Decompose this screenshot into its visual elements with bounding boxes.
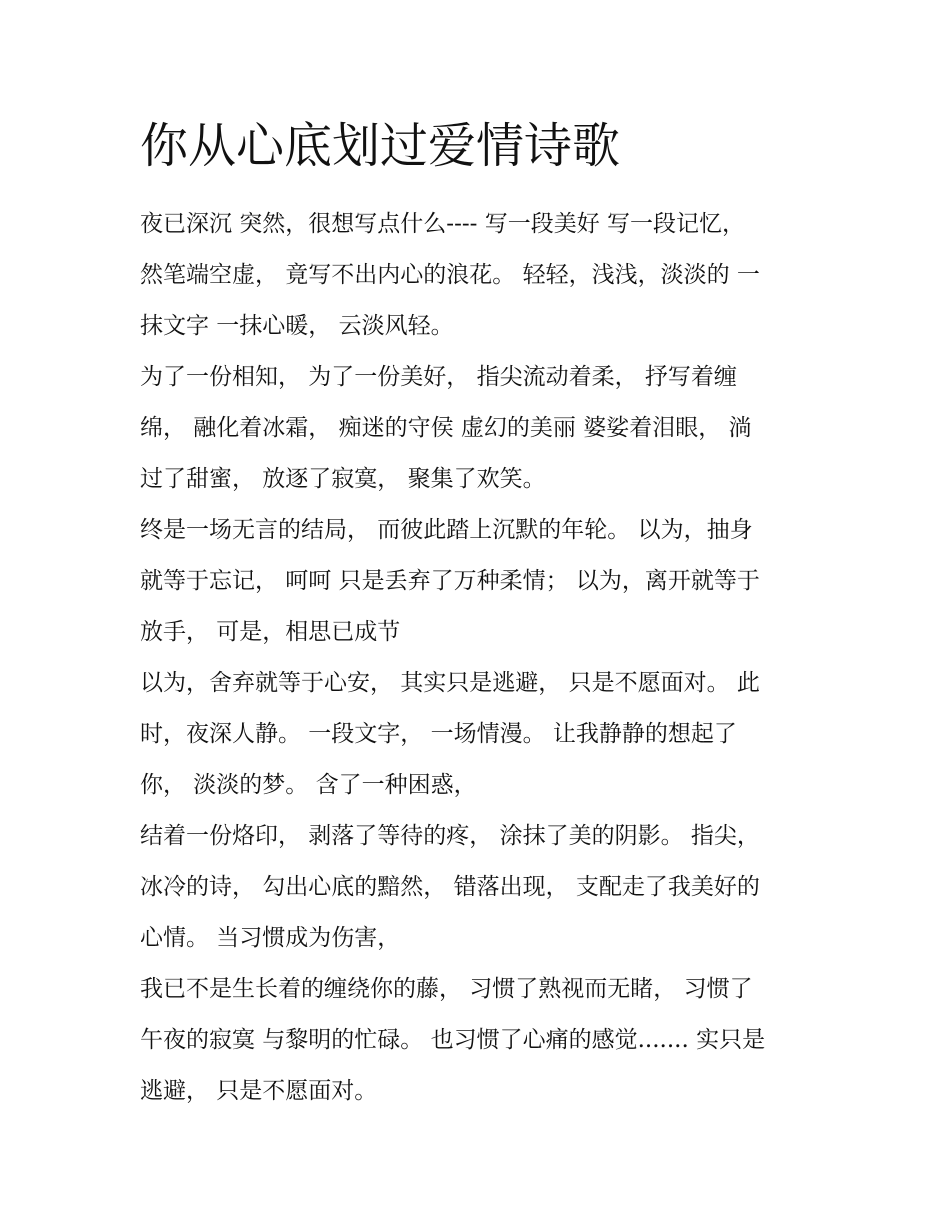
paragraph-line: 我已不是生长着的缠绕你的藤， 习惯了熟视而无睹， 习惯了 xyxy=(140,976,753,1002)
paragraph-line: 冰冷的诗， 勾出心底的黯然， 错落出现， 支配走了我美好的 xyxy=(140,874,760,900)
paragraph-line: 时，夜深人静。 一段文字， 一场情漫。 让我静静的想起了 xyxy=(140,721,737,747)
paragraph xyxy=(140,505,820,658)
paragraph xyxy=(140,964,820,1117)
paragraph-line: 然笔端空虚， 竟写不出内心的浪花。 轻轻，浅浅，淡淡的 一 xyxy=(140,262,760,288)
paragraph-line: 终是一场无言的结局， 而彼此踏上沉默的年轮。 以为，抽身 xyxy=(140,517,753,543)
paragraph-line: 结着一份烙印， 剥落了等待的疼， 涂抹了美的阴影。 指尖， xyxy=(140,823,760,849)
paragraph-line: 过了甜蜜， 放逐了寂寞， 聚集了欢笑。 xyxy=(140,466,546,492)
paragraph-line: 逃避， 只是不愿面对。 xyxy=(140,1078,378,1104)
paragraph xyxy=(140,352,820,505)
paragraph-line: 你， 淡淡的梦。 含了一种困惑， xyxy=(140,772,477,798)
paragraph-line: 心情。 当习惯成为伤害， xyxy=(140,925,401,951)
paragraph-line: 午夜的寂寞 与黎明的忙碌。 也习惯了心痛的感觉....... 实只是 xyxy=(140,1027,766,1053)
paragraph-line: 抹文字 一抹心暖， 云淡风轻。 xyxy=(140,313,454,339)
document-body xyxy=(140,199,820,1117)
paragraph-line: 夜已深沉 突然，很想写点什么---- 写一段美好 写一段记忆， xyxy=(140,211,746,237)
paragraph-line: 以为，舍弃就等于心安， 其实只是逃避， 只是不愿面对。 此 xyxy=(140,670,760,696)
paragraph-line: 放手， 可是，相思已成节 xyxy=(140,619,401,645)
paragraph-line: 为了一份相知， 为了一份美好， 指尖流动着柔， 抒写着缠 xyxy=(140,364,737,390)
paragraph xyxy=(140,811,820,964)
paragraph-line: 绵， 融化着冰霜， 痴迷的守侯 虚幻的美丽 婆娑着泪眼， 淌 xyxy=(140,415,752,441)
paragraph xyxy=(140,658,820,811)
document-title: 你从心底划过爱情诗歌 xyxy=(140,118,621,174)
paragraph xyxy=(140,199,820,352)
paragraph-line: 就等于忘记， 呵呵 只是丢弃了万种柔情； 以为，离开就等于 xyxy=(140,568,760,594)
